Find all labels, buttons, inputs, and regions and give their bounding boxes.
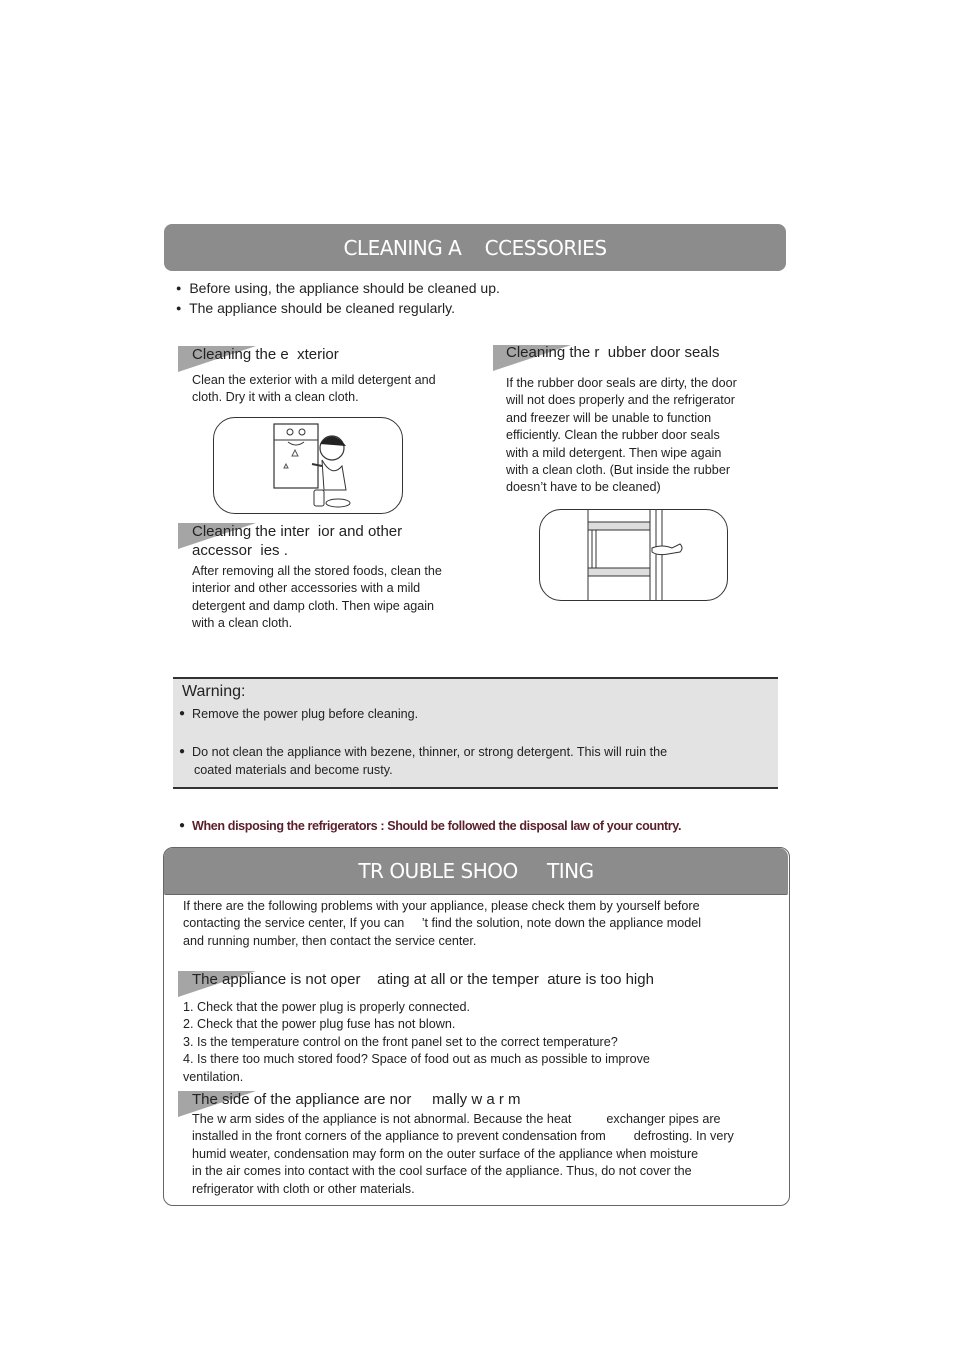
exterior-heading: Cleaning the e xterior — [192, 346, 339, 363]
cleaning-title-banner — [164, 224, 786, 271]
intro-bullet-2: ● The appliance should be cleaned regularly. — [176, 298, 455, 320]
bullet-icon: ● — [179, 708, 186, 719]
bullet-icon: ● — [179, 745, 186, 757]
bullet-icon: ● — [179, 819, 186, 831]
trouble-title-banner — [164, 848, 788, 895]
not-operating-list: 1. Check that the power plug is properly connected. 2. Check that the power plug fuse has not blown. 3. Is the temperature control on the front panel set to the correct temperature? 4. Is there too much stored food? Space of food out as much as possible to improve ventilation. — [183, 1000, 650, 1084]
warm-sides-text: The w arm sides of the appliance is not abnormal. Because the heat exchanger pipes are installed in the front corners of the appliance to prevent condensation from defrosting. In very humid weater, condensation may form on the outer surface of the appliance when moisture in the air comes into contact with the cool surface of the appliance. Thus, do not cover the refrigerator with cloth or other materials. — [192, 1112, 734, 1196]
not-operating-heading: The appliance is not oper ating at all or the temper ature is too high — [192, 971, 654, 988]
exterior-text: Clean the exterior with a mild detergent and cloth. Dry it with a clean cloth. — [192, 373, 436, 405]
interior-text: After removing all the stored foods, clean the interior and other accessories with a mild detergent and damp cloth. Then wipe again with a clean cloth. — [192, 564, 442, 631]
seals-heading: Cleaning the r ubber door seals — [506, 344, 720, 361]
trouble-intro: If there are the following problems with your appliance, please check them by yourself before contacting the service center, If you can ’t find the solution, note down the appliance model and running number, then contact the service center. — [183, 899, 702, 948]
warning-item: ● Remove the power plug before cleaning. — [173, 705, 778, 724]
cleaning-title: CLEANING A CCESSORIES — [343, 235, 607, 260]
warning-item: ● When disposing the refrigerators : Should be followed the disposal law of your country. — [173, 817, 778, 836]
warning-item: ● Do not clean the appliance with bezene, thinner, or strong detergent. This will ruin the coated materials and become rusty. — [179, 744, 668, 777]
warning-title: Warning: — [182, 683, 246, 700]
seals-text: If the rubber door seals are dirty, the door will not does properly and the refrigerator and freezer will be unable to function efficiently. Clean the rubber door seals with a mild detergent. Then wipe again with a clean cloth. (But inside the rubber doesn’t have to be cleaned) — [506, 376, 737, 495]
warm-sides-heading: The side of the appliance are nor mally w a r m — [192, 1091, 521, 1108]
door-seal-illustration — [539, 509, 728, 601]
exterior-cleaning-illustration — [213, 417, 403, 514]
interior-heading: Cleaning the inter ior and other accessor ies . — [192, 523, 403, 559]
warning-box — [173, 677, 778, 833]
intro-bullet-1: ● Before using, the appliance should be cleaned up. — [176, 278, 500, 300]
trouble-title: TR OUBLE SHOO TING — [358, 859, 594, 883]
